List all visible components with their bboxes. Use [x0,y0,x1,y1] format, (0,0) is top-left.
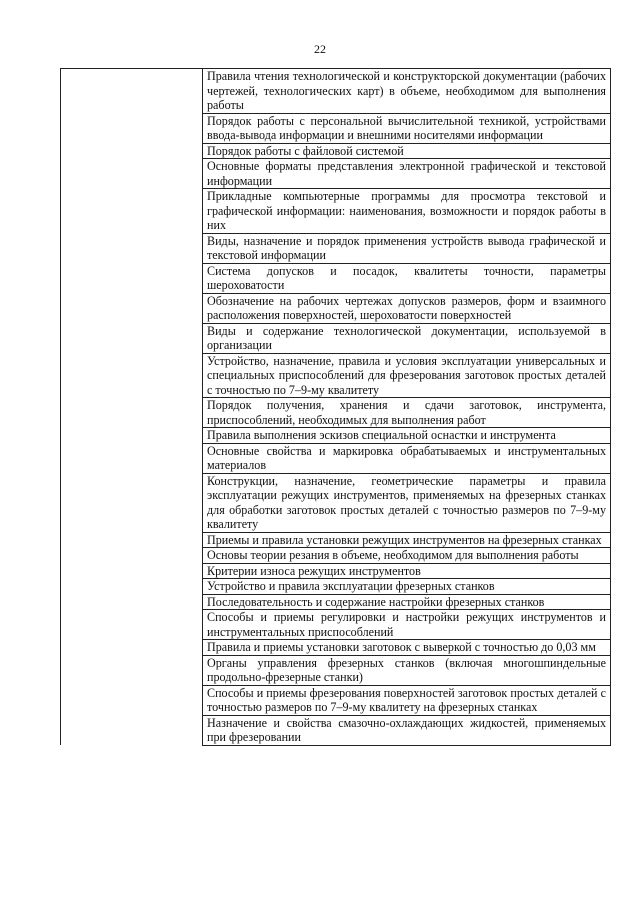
table-row [61,69,611,114]
knowledge-item: Правила и приемы установки заготовок с выверкой с точностью до 0,03 мм [203,640,611,656]
knowledge-item: Виды и содержание технологической документации, используемой в организации [203,323,611,353]
knowledge-item: Способы и приемы регулировки и настройки режущих инструментов и инструментальных приспособлений [203,610,611,640]
knowledge-item: Последовательность и содержание настройки фрезерных станков [203,594,611,610]
knowledge-item: Виды, назначение и порядок применения устройств вывода графической и текстовой информации [203,233,611,263]
knowledge-item: Основы теории резания в объеме, необходимом для выполнения работы [203,548,611,564]
knowledge-item: Правила выполнения эскизов специальной оснастки и инструмента [203,428,611,444]
knowledge-table [60,68,611,746]
empty-label-cell [61,69,203,746]
knowledge-item: Прикладные компьютерные программы для просмотра текстовой и графической информации: наименования, возможности и порядок работы в них [203,189,611,234]
page-number: 22 [314,42,326,56]
knowledge-item: Порядок работы с персональной вычислительной техникой, устройствами ввода-вывода информации и внешними носителями информации [203,113,611,143]
knowledge-item: Правила чтения технологической и конструкторской документации (рабочих чертежей, технологических карт) в объеме, необходимом для выполнения работы [203,69,611,114]
knowledge-item: Назначение и свойства смазочно-охлаждающих жидкостей, применяемых при фрезеровании [203,715,611,745]
knowledge-item: Способы и приемы фрезерования поверхностей заготовок простых деталей с точностью размеров по 7–9-му квалитету на фрезерных станках [203,685,611,715]
knowledge-item: Обозначение на рабочих чертежах допусков размеров, форм и взаимного расположения поверхностей, шероховатости поверхностей [203,293,611,323]
knowledge-item: Основные форматы представления электронной графической и текстовой информации [203,159,611,189]
knowledge-item: Устройство, назначение, правила и условия эксплуатации универсальных и специальных приспособлений для фрезерования заготовок простых деталей с точностью по 7–9-му квалитету [203,353,611,398]
knowledge-item: Органы управления фрезерных станков (включая многошпиндельные продольно-фрезерные станки) [203,655,611,685]
knowledge-item: Порядок работы с файловой системой [203,143,611,159]
knowledge-item: Конструкции, назначение, геометрические параметры и правила эксплуатации режущих инструментов, применяемых на фрезерных станках для обработки заготовок простых деталей с точностью размеров по 7–9-му квалитету [203,473,611,532]
knowledge-item: Система допусков и посадок, квалитеты точности, параметры шероховатости [203,263,611,293]
knowledge-item: Основные свойства и маркировка обрабатываемых и инструментальных материалов [203,443,611,473]
knowledge-item: Критерии износа режущих инструментов [203,563,611,579]
knowledge-item: Приемы и правила установки режущих инструментов на фрезерных станках [203,532,611,548]
knowledge-item: Устройство и правила эксплуатации фрезерных станков [203,579,611,595]
knowledge-item: Порядок получения, хранения и сдачи заготовок, инструмента, приспособлений, необходимых для выполнения работ [203,398,611,428]
table-body [61,69,611,746]
